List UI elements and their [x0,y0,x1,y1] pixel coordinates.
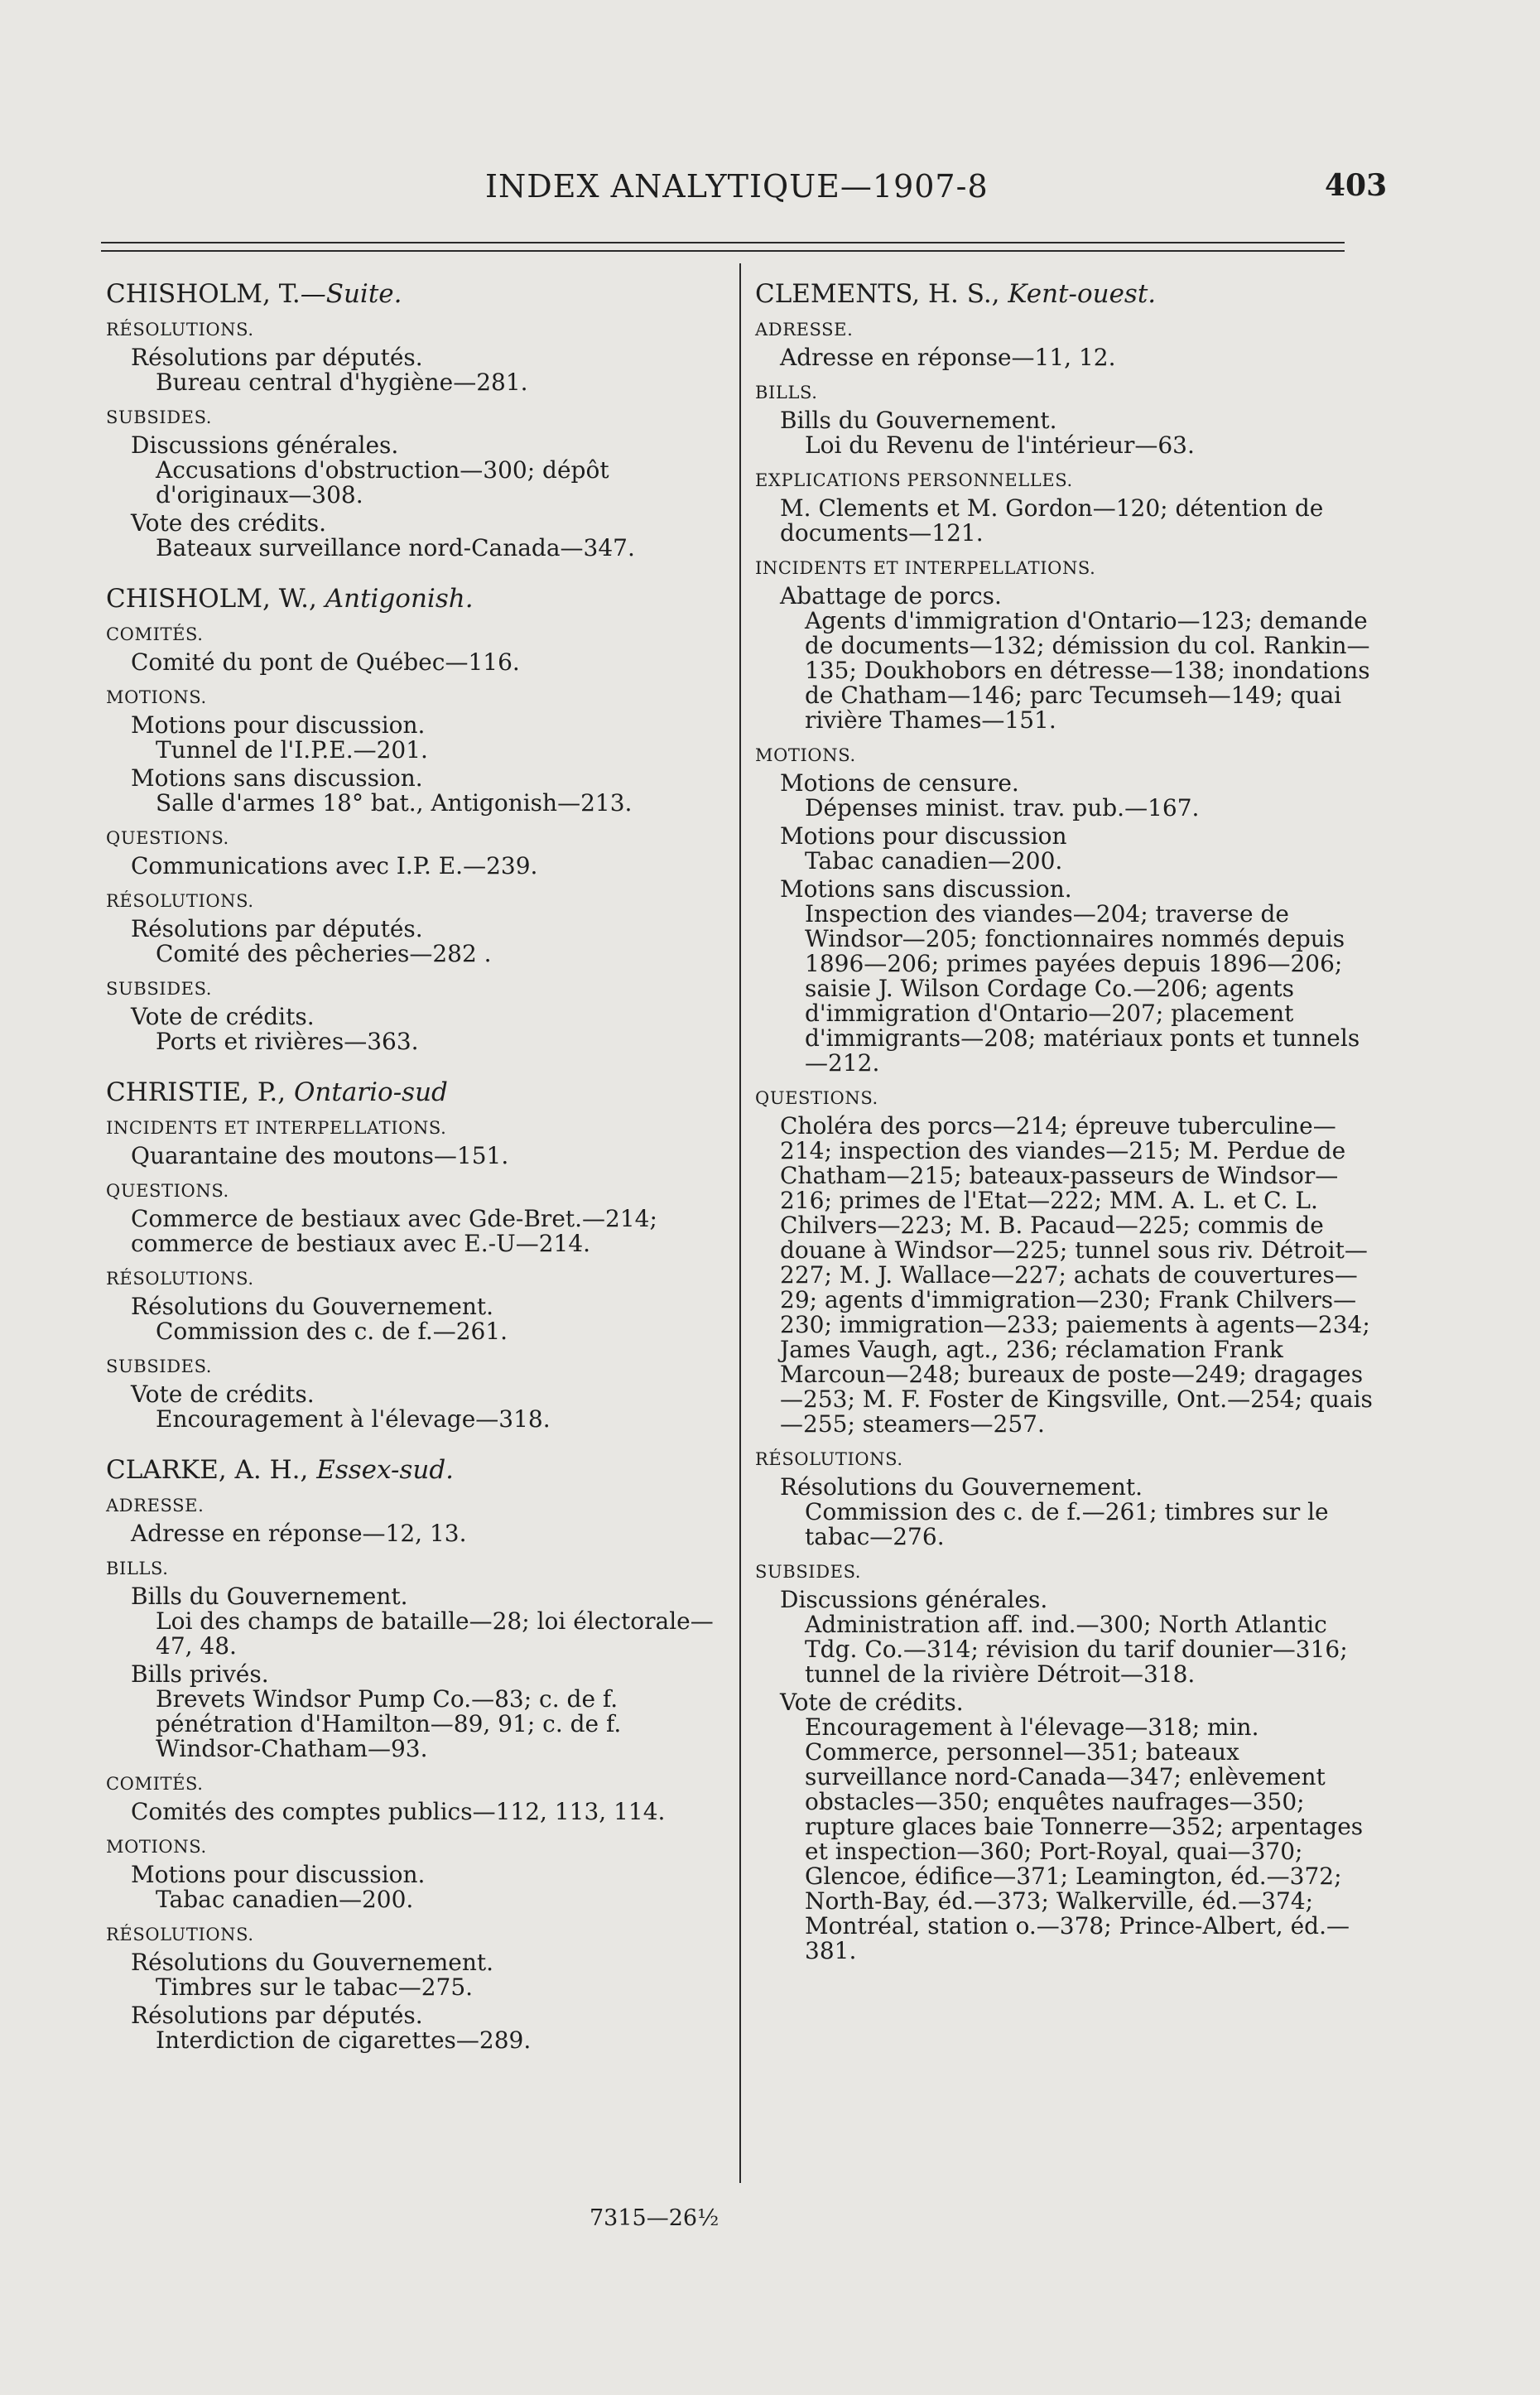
section-heading: COMITÉS. [106,624,204,644]
index-item [106,2003,735,2053]
item-references: Comités des comptes publics—112, 113, 114. [131,1798,666,1825]
item-references: Encouragement à l'élevage—318. [156,1405,551,1433]
index-item [755,496,1384,546]
section-heading: RÉSOLUTIONS. [755,1449,903,1469]
item-subheading: Comité du pont de Québec—116. [131,648,520,676]
index-item [106,713,735,763]
index-item [106,1382,735,1432]
entry-heading [106,1453,735,1487]
item-subheading: Vote de crédits. [131,1003,315,1030]
item-subheading: Résolutions du Gouvernement. [131,1293,494,1320]
index-item [106,854,735,879]
item-references: Commission des c. de f.—261; timbres sur le tabac—276. [805,1498,1329,1550]
item-subheading: Vote de crédits. [780,1689,964,1716]
index-section [106,1556,735,1761]
section-heading: SUBSIDES. [755,1562,862,1582]
item-references: Timbres sur le tabac—275. [156,1973,474,2001]
index-section [106,1834,735,1912]
item-subheading: Motions pour discussion. [131,711,426,739]
item-subheading: Motions pour discussion [780,822,1067,850]
section-heading: INCIDENTS ET INTERPELLATIONS. [106,1118,447,1138]
item-references: Quarantaine des moutons—151. [131,1142,509,1169]
member-name: CHRISTIE, P., [106,1077,294,1107]
index-section [106,1266,735,1344]
index-section [106,405,735,561]
item-subheading: Résolutions du Gouvernement. [780,1473,1143,1501]
section-heading: RÉSOLUTIONS. [106,891,254,911]
index-item [106,433,735,508]
index-section [106,889,735,966]
item-references: Tabac canadien—200. [805,847,1063,875]
index-item [755,1690,1384,1964]
item-references: Ports et rivières—363. [156,1028,419,1055]
index-item [106,1521,735,1546]
item-references: Commerce de bestiaux avec Gde-Bret.—214; commerce de bestiaux avec E.-U—214. [131,1205,657,1257]
section-heading: BILLS. [106,1559,169,1578]
index-item [755,877,1384,1076]
index-column-right [755,277,1384,1985]
index-item [106,1863,735,1912]
section-heading: EXPLICATIONS PERSONNELLES. [755,470,1073,490]
index-section [755,1086,1384,1437]
member-name: CHISHOLM, W., [106,584,325,614]
index-section [106,1178,735,1256]
entry-heading [106,1076,735,1109]
index-section [106,1116,735,1169]
column-divider [739,263,741,2183]
index-section [106,976,735,1054]
section-heading: RÉSOLUTIONS. [106,1925,254,1944]
index-item [106,917,735,966]
header-rule [101,242,1345,243]
item-references: Commission des c. de f.—261. [156,1318,508,1345]
index-entry [106,1453,735,2053]
index-section [755,556,1384,733]
index-item [106,1800,735,1824]
item-subheading: Résolutions du Gouvernement. [131,1949,494,1976]
index-item [755,1588,1384,1687]
index-item [755,584,1384,733]
index-section [106,826,735,879]
item-subheading: Abattage de porcs. [780,582,1002,610]
item-references: Communications avec I.P. E.—239. [131,852,538,879]
index-section [106,1771,735,1824]
section-heading: ADRESSE. [106,1496,205,1516]
index-section [755,317,1384,370]
section-heading: COMITÉS. [106,1774,204,1794]
index-section [755,1559,1384,1964]
index-item [106,1005,735,1054]
item-subheading: Motions sans discussion. [780,875,1072,903]
index-item [106,1294,735,1344]
item-references: Loi des champs de bataille—28; loi électorale—47, 48. [156,1607,714,1660]
item-references: Tabac canadien—200. [156,1886,414,1913]
section-heading: QUESTIONS. [106,828,229,848]
section-heading: SUBSIDES. [106,979,213,999]
section-heading: SUBSIDES. [106,1357,213,1376]
item-subheading: Bills du Gouvernement. [780,407,1057,434]
index-section [755,468,1384,546]
index-item [106,511,735,561]
member-name: CHISHOLM, T. [106,279,301,309]
item-references: Interdiction de cigarettes—289. [156,2026,532,2054]
item-subheading: Motions sans discussion. [131,764,423,792]
index-item [755,1114,1384,1437]
printer-signature: 7315—26½ [590,2205,719,2231]
item-subheading: Résolutions par députés. [131,344,423,371]
section-heading: BILLS. [755,383,818,402]
index-entry [106,277,735,561]
section-heading: MOTIONS. [755,745,856,765]
item-subheading: Bills du Gouvernement. [131,1583,408,1610]
item-references: M. Clements et M. Gordon—120; détention de documents—121. [780,494,1324,547]
index-section [106,622,735,675]
index-entry [106,1076,735,1432]
item-subheading: Discussions générales. [131,431,399,459]
item-references: Loi du Revenu de l'intérieur—63. [805,431,1195,459]
item-references: Bateaux surveillance nord-Canada—347. [156,534,635,561]
entry-heading [106,277,735,311]
index-item [755,771,1384,821]
member-riding: —Suite. [300,279,402,309]
item-references: Bureau central d'hygiène—281. [156,369,528,396]
index-item [106,1662,735,1761]
index-item [106,1207,735,1256]
member-name: CLEMENTS, H. S., [755,279,1008,309]
index-section [755,1447,1384,1549]
index-item [755,408,1384,458]
index-section [106,1354,735,1432]
index-section [106,1493,735,1546]
section-heading: RÉSOLUTIONS. [106,320,254,340]
index-entry [755,277,1384,1964]
section-heading: QUESTIONS. [106,1181,229,1201]
member-riding: Ontario-sud [293,1077,448,1107]
item-references: Brevets Windsor Pump Co.—83; c. de f. pénétration d'Hamilton—89, 91; c. de f. Windsor-Chatham—93. [156,1685,622,1762]
item-subheading: Motions pour discussion. [131,1861,426,1888]
item-references: Encouragement à l'élevage—318; min. Commerce, personnel—351; bateaux surveillance nord-Canada—347; enlèvement obstacles—350; enquêtes naufrages—350; rupture glaces baie Tonnerre—352; arpentages et inspection—360; Port-Royal, quai—370; Glencoe, édifice—371; Leamington, éd.—372; North-Bay, éd.—373; Walkerville, éd.—374; Montréal, station o.—378; Prince-Albert, éd.—381. [805,1713,1364,1964]
index-section [106,685,735,816]
item-references: Adresse en réponse—12, 13. [131,1520,467,1547]
section-heading: INCIDENTS ET INTERPELLATIONS. [755,558,1096,578]
running-title: INDEX ANALYTIQUE—1907-8 [485,168,989,205]
index-item [106,1950,735,2000]
item-subheading: Adresse en réponse—11, 12. [780,344,1116,371]
item-references: Comité des pêcheries—282 . [156,940,492,967]
item-references: Dépenses minist. trav. pub.—167. [805,794,1200,822]
page-number: 403 [1325,168,1388,203]
item-subheading: Vote de crédits. [131,1381,315,1408]
index-item [755,345,1384,370]
index-section [755,743,1384,1076]
index-item [755,824,1384,874]
section-heading: ADRESSE. [755,320,854,340]
header-rule-double [101,250,1345,252]
member-riding: Essex-sud. [316,1455,455,1485]
item-references: Choléra des porcs—214; épreuve tuberculine—214; inspection des viandes—215; M. Perdue de Chatham—215; bateaux-passeurs de Windsor—216; primes de l'Etat—222; MM. A. L. et C. L. Chilvers—223; M. B. Pacaud—225; commis de douane à Windsor—225; tunnel sous riv. Détroit—227; M. J. Wallace—227; achats de couvertures—29; agents d'immigration—230; Frank Chilvers—230; immigration—233; paiements à agents—234; James Vaugh, agt., 236; réclamation Frank Marcoun—248; bureaux de poste—249; dragages—253; M. F. Foster de Kingsville, Ont.—254; quais—255; steamers—257. [780,1112,1373,1438]
index-item [106,1584,735,1659]
index-item [106,1144,735,1169]
entry-heading [106,582,735,615]
member-riding: Kent-ouest. [1008,279,1157,309]
item-references: Agents d'immigration d'Ontario—123; demande de documents—132; démission du col. Rankin—135; Doukhobors en détresse—138; inondations de Chatham—146; parc Tecumseh—149; quai rivière Thames—151. [805,607,1370,734]
index-column-left [106,277,735,2075]
item-subheading: Résolutions par députés. [131,2002,423,2029]
section-heading: SUBSIDES. [106,407,213,427]
index-item [106,650,735,675]
index-item [106,345,735,395]
item-references: Salle d'armes 18° bat., Antigonish—213. [156,789,633,817]
item-references: Accusations d'obstruction—300; dépôt d'originaux—308. [156,456,609,508]
item-subheading: Vote des crédits. [131,509,327,537]
item-subheading: Résolutions par députés. [131,915,423,942]
index-entry [106,582,735,1054]
member-riding: Antigonish. [325,584,474,614]
member-name: CLARKE, A. H., [106,1455,317,1485]
item-references: Tunnel de l'I.P.E.—201. [156,736,428,764]
index-item [755,1475,1384,1549]
item-subheading: Bills privés. [131,1660,269,1688]
index-section [106,1922,735,2053]
entry-heading [755,277,1384,311]
index-section [106,317,735,395]
item-references: Inspection des viandes—204; traverse de Windsor—205; fonctionnaires nommés depuis 1896—206; primes payées depuis 1896—206; saisie J. Wilson Cordage Co.—206; agents d'immigration d'Ontario—207; placement d'immigrants—208; matériaux ponts et tunnels—212. [805,900,1360,1077]
section-heading: MOTIONS. [106,1837,207,1857]
index-section [755,380,1384,458]
index-item [106,766,735,816]
section-heading: QUESTIONS. [755,1088,878,1108]
section-heading: RÉSOLUTIONS. [106,1269,254,1289]
item-subheading: Discussions générales. [780,1586,1048,1613]
item-references: Administration aff. ind.—300; North Atlantic Tdg. Co.—314; révision du tarif dounier—316; tunnel de la rivière Détroit—318. [805,1611,1348,1688]
section-heading: MOTIONS. [106,687,207,707]
item-subheading: Motions de censure. [780,769,1019,797]
